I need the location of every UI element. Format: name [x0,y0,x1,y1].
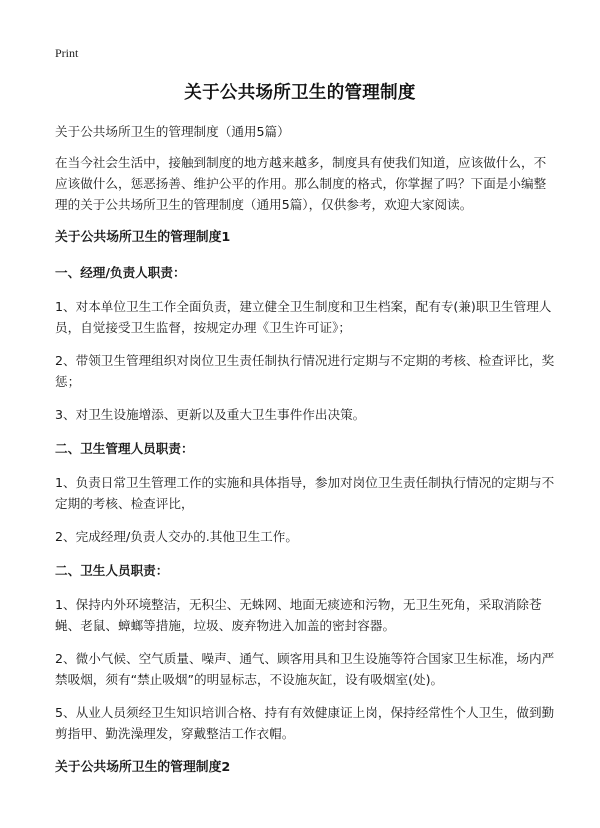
manager-duties-heading: 一、经理/负责人职责： [55,265,186,280]
list-item: 3、对卫生设施增添、更新以及重大卫生事件作出决策。 [55,407,366,422]
hygiene-manager-duties-heading: 二、卫生管理人员职责： [55,441,194,456]
list-item: 1、保持内外环境整洁，无积尘、无蛛网、地面无痰迹和污物，无卫生死角，采取消除苍蝇、老鼠、蟑螂等措施，垃圾、废弃物进入加盖的密封容器。 [55,597,542,633]
section-heading: 关于公共场所卫生的管理制度1 [55,230,231,245]
list-item: 2、微小气候、空气质量、噪声、通气、顾客用具和卫生设施等符合国家卫生标准，场内严禁吸烟，须有“禁止吸烟”的明显标志，不设施灰缸，设有吸烟室(处)。 [55,651,555,687]
print-label: Print [55,46,79,60]
intro-paragraph: 在当今社会生活中，接触到制度的地方越来越多，制度具有使我们知道，应该做什么，不应该做什么，惩恶扬善、维护公平的作用。那么制度的格式，你掌握了吗？下面是小编整理的关于公共场所卫生的管理制度（通用5篇），仅供参考，欢迎大家阅读。 [55,155,547,212]
document-subtitle: 关于公共场所卫生的管理制度（通用5篇） [55,124,290,139]
document-title: 关于公共场所卫生的管理制度 [184,83,416,103]
document-body [55,121,555,792]
list-item: 5、从业人员须经卫生知识培训合格、持有有效健康证上岗，保持经常性个人卫生，做到勤剪指甲、勤洗澡理发，穿戴整洁工作衣帽。 [55,705,555,741]
hygiene-staff-duties-heading: 二、卫生人员职责： [55,563,169,578]
list-item: 2、完成经理/负责人交办的.其他卫生工作。 [55,529,298,544]
list-item: 2、带领卫生管理组织对岗位卫生责任制执行情况进行定期与不定期的考核、检查评比，奖惩； [55,353,555,389]
section-heading: 关于公共场所卫生的管理制度2 [55,760,231,775]
list-item: 1、负责日常卫生管理工作的实施和具体指导，参加对岗位卫生责任制执行情况的定期与不定期的考核、检查评比， [55,475,555,511]
list-item: 1、对本单位卫生工作全面负责，建立健全卫生制度和卫生档案，配有专(兼)职卫生管理人员，自觉接受卫生监督，按规定办理《卫生许可证》； [55,299,552,335]
